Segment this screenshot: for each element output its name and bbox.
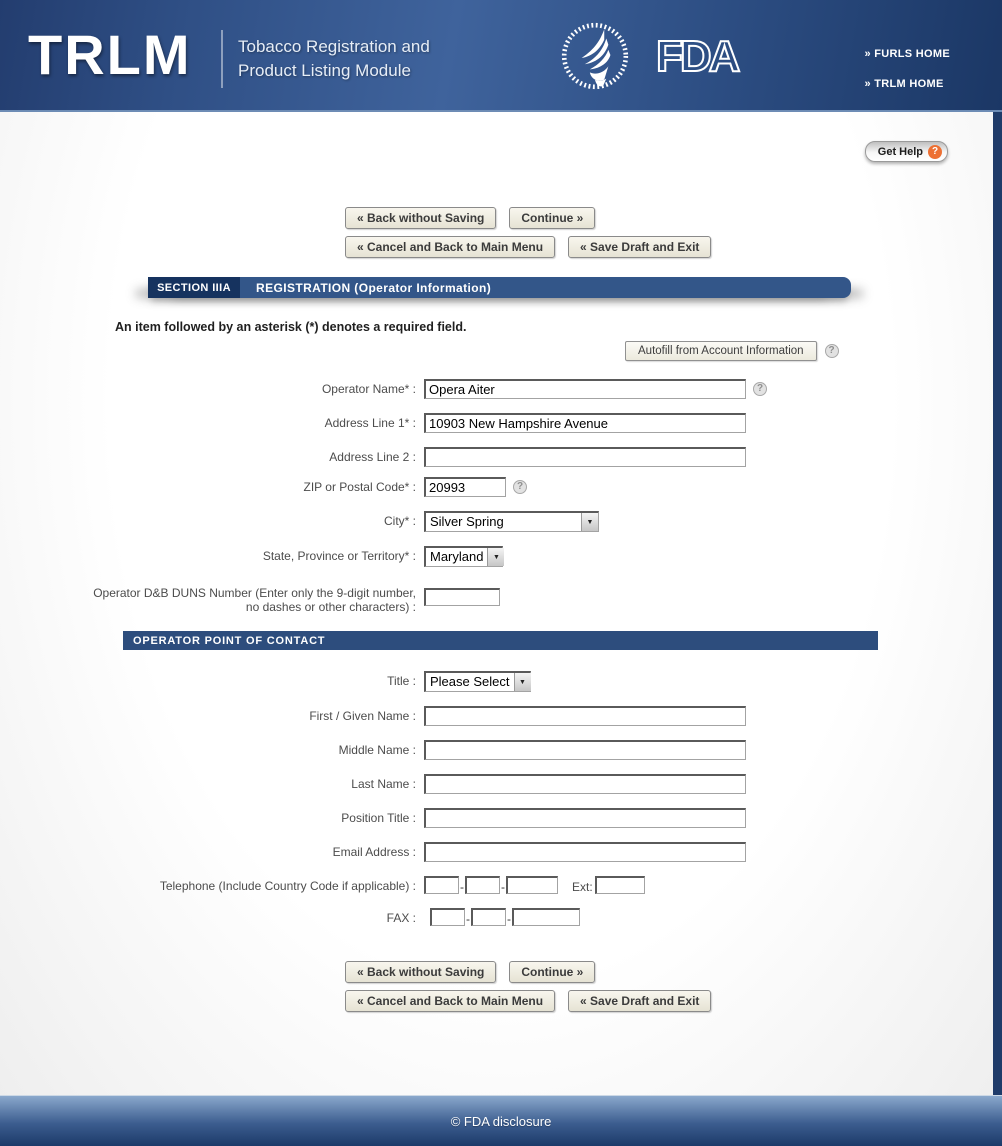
state-select[interactable] [424,546,503,567]
state-selected-value: Maryland [430,549,484,564]
operator-form [0,379,994,926]
address2-input[interactable] [424,447,746,467]
middle-name-label: Middle Name : [338,743,416,757]
zip-help-icon[interactable]: ? [513,480,527,494]
help-question-icon: ? [928,145,942,159]
duns-label [0,583,420,614]
operator-name-help-icon[interactable]: ? [753,382,767,396]
app-header [0,0,1002,112]
position-title-input[interactable] [424,808,746,828]
first-name-label: First / Given Name : [309,709,416,723]
email-input[interactable] [424,842,746,862]
state-row [0,546,994,567]
continue-button-top[interactable]: Continue » [509,207,595,229]
state-dropdown-arrow-icon[interactable]: ▼ [487,548,504,566]
poc-title-selected-value: Please Select [430,674,510,689]
fda-disclosure-link[interactable]: © FDA disclosure [450,1113,552,1129]
duns-label-line1: Operator D&B DUNS Number (Enter only the 9-digit number, [93,586,416,600]
zip-row [0,477,994,497]
address1-row [0,413,994,433]
header-divider [221,30,223,88]
email-label: Email Address : [332,845,416,859]
middle-name-input[interactable] [424,740,746,760]
header-logos [558,18,746,99]
autofill-button[interactable]: Autofill from Account Information [625,341,817,361]
bottom-button-block [345,961,994,1012]
top-button-row-2 [345,236,994,258]
telephone-ext-input[interactable] [595,876,645,894]
app-logo-trlm: TRLM [28,23,192,86]
city-selected-value: Silver Spring [430,514,504,529]
operator-name-row [0,379,994,399]
continue-button-bottom[interactable]: Continue » [509,961,595,983]
telephone-part1-input[interactable] [424,876,459,894]
city-label: City* : [383,514,416,528]
position-title-row [0,808,994,828]
fax-dash1: - [466,912,470,926]
zip-label: ZIP or Postal Code* : [303,480,416,494]
telephone-dash2: - [501,880,505,894]
get-help-label: Get Help [877,145,923,158]
nav-trlm-home[interactable]: » TRLM HOME [864,78,944,90]
telephone-ext-label: Ext: [572,880,593,894]
last-name-row [0,774,994,794]
autofill-help-icon[interactable]: ? [825,344,839,358]
city-dropdown-arrow-icon[interactable]: ▼ [581,513,598,531]
right-edge-strip [993,112,1002,1095]
cancel-main-menu-button-top[interactable]: « Cancel and Back to Main Menu [345,236,555,258]
zip-input[interactable] [424,477,506,497]
duns-label-line2: no dashes or other characters) : [245,600,416,614]
section-title: REGISTRATION (Operator Information) [256,280,492,295]
poc-title-dropdown-arrow-icon[interactable]: ▼ [514,673,531,691]
address2-label: Address Line 2 : [329,450,416,464]
autofill-row [625,341,994,361]
address1-label: Address Line 1* : [324,416,416,430]
duns-input[interactable] [424,588,500,606]
operator-name-input[interactable] [424,379,746,399]
poc-title-row [0,671,994,692]
poc-section-header: OPERATOR POINT OF CONTACT [123,631,878,650]
nav-furls-home[interactable]: » FURLS HOME [864,48,950,60]
telephone-label: Telephone (Include Country Code if applicable) : [159,879,416,893]
telephone-dash1: - [460,880,464,894]
city-select[interactable] [424,511,599,532]
address2-row [0,447,994,467]
position-title-label: Position Title : [341,811,416,825]
telephone-part2-input[interactable] [465,876,500,894]
hhs-seal-icon [558,18,632,99]
main-content [0,114,994,1012]
last-name-input[interactable] [424,774,746,794]
address1-input[interactable] [424,413,746,433]
first-name-input[interactable] [424,706,746,726]
back-without-saving-button-bottom[interactable]: « Back without Saving [345,961,496,983]
page-footer [0,1095,1002,1146]
save-draft-exit-button-top[interactable]: « Save Draft and Exit [568,236,711,258]
section-tab: SECTION IIIA [148,277,240,298]
poc-title-label: Title : [387,674,416,688]
app-subtitle [238,35,430,83]
fax-label: FAX : [386,911,416,925]
fax-part3-input[interactable] [512,908,580,926]
app-subtitle-line2: Product Listing Module [238,61,411,80]
state-label: State, Province or Territory* : [262,549,416,563]
fda-logo-icon [654,31,746,86]
bottom-button-row-2 [345,990,994,1012]
first-name-row [0,706,994,726]
app-subtitle-line1: Tobacco Registration and [238,37,430,56]
email-row [0,842,994,862]
duns-row [0,583,994,614]
header-nav [865,48,951,108]
poc-title-select[interactable] [424,671,531,692]
fax-part2-input[interactable] [471,908,506,926]
fax-row [0,908,994,926]
top-button-row-1 [345,207,994,229]
city-row [0,511,994,532]
middle-name-row [0,740,994,760]
required-field-note: An item followed by an asterisk (*) denotes a required field. [115,320,467,334]
top-button-block [345,207,994,258]
section-bar [148,277,851,298]
cancel-main-menu-button-bottom[interactable]: « Cancel and Back to Main Menu [345,990,555,1012]
operator-name-label: Operator Name* : [321,382,416,396]
bottom-button-row-1 [345,961,994,983]
last-name-label: Last Name : [351,777,416,791]
telephone-row [0,876,994,894]
fax-dash2: - [507,912,511,926]
fda-logo-text: FDA [656,32,738,81]
save-draft-exit-button-bottom[interactable]: « Save Draft and Exit [568,990,711,1012]
fax-part1-input[interactable] [430,908,465,926]
back-without-saving-button-top[interactable]: « Back without Saving [345,207,496,229]
telephone-part3-input[interactable] [506,876,558,894]
